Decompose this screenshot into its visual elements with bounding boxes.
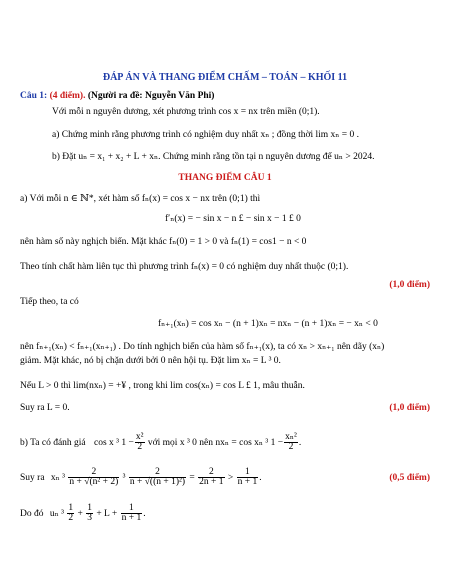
b1-text-2: với mọi x ³ 0 nên [147,438,214,448]
score-2: (1,0 điểm) [389,403,430,413]
b1-text-1: b) Ta có đánh giá [20,438,86,448]
grading-line-a2: f′ₙ(x) = − sin x − n £ − sin x − 1 £ 0 [165,214,301,224]
grading-line-a3: nên hàm số này nghịch biến. Mặt khác fₙ(0) = 1 > 0 và fₙ(1) = cos1 − n < 0 [20,237,307,247]
part-b-text-2: . Chứng minh rằng tồn tại n nguyên dương để uₙ > 2024. [158,152,375,162]
question-header [20,90,214,102]
grading-line-a1: a) Với mỗi n ∈ ℕ*, xét hàm số fₙ(x) = cos x − nx trên (0;1) thì [20,194,261,204]
grading-heading: THANG ĐIỂM CÂU 1 [178,173,272,183]
grading-line-a7-2: giảm. Mặt khác, nó bị chặn dưới bởi 0 nên hội tụ. Đặt lim xₙ = L ³ 0. [20,356,281,366]
question-part-a: a) Chứng minh rằng phương trình có nghiệm duy nhất xₙ ; đồng thời lim xₙ = 0 . [52,130,360,140]
grading-line-a9: Suy ra L = 0. [20,403,70,413]
question-points: (4 điểm). [49,91,86,101]
b3-label: Do đó [20,509,44,519]
grading-line-b3 [20,500,146,528]
nx-inequality: nxₙ = cos xₙ ³ 1 − $\frac{\text{xₙ²}}{2}$ . [215,432,302,453]
grading-line-b1 [20,432,301,454]
b2-label: Suy ra [20,473,45,483]
xn-bound: xₙ ³ $\frac{2}{\text{n + √(n² + 2)}}$ ³ $\frac{2}{\text{n + √((n + 1)²)}}$ = $\frac{2}{2n + 1}$ > $\frac{1}{n + 1}$ . [50,467,262,488]
grading-line-b2 [20,464,440,492]
score-1: (1,0 điểm) [389,280,430,290]
grading-line-a6: fₙ₊₁(xₙ) = cos xₙ − (n + 1)xₙ = nxₙ − (n + 1)xₙ = − xₙ < 0 [158,319,378,329]
part-b-text-1: b) Đặt uₙ = x₁ + x₂ + L + xₙ [52,152,159,162]
question-label: Câu 1: [20,91,48,101]
score-3: (0,5 điểm) [389,473,430,483]
cos-inequality: cos x ³ 1 − $\frac{\text{x²}}{2}$ [94,432,144,453]
page-title: ĐÁP ÁN VÀ THANG ĐIỂM CHẤM – TOÁN – KHỐI 11 [102,72,348,83]
question-part-b [52,151,374,163]
question-author: (Người ra đề: Nguyễn Văn Phi) [87,91,215,101]
grading-line-a4: Theo tính chất hàm liên tục thì phương trình fₙ(x) = 0 có nghiệm duy nhất thuộc (0;1). [20,262,349,272]
grading-line-a5: Tiếp theo, ta có [20,297,79,307]
question-intro: Với mỗi n nguyên dương, xét phương trình cos x = nx trên miền (0;1). [52,107,320,117]
grading-line-a7-1: nên fₙ₊₁(xₙ) < fₙ₊₁(xₙ₊₁) . Do tính nghịch biến của hàm số fₙ₊₁(x), ta có xₙ > xₙ₊₁ nên dãy (xₙ) [20,342,385,352]
un-bound: uₙ ³ $\frac{1}{2}$ + $\frac{1}{3}$ + L + $\frac{1}{n + 1}$ . [49,503,146,524]
grading-line-a8: Nếu L > 0 thì lim(nxₙ) = +¥ , trong khi lim cos(xₙ) = cos L £ 1, mâu thuẫn. [20,381,305,391]
